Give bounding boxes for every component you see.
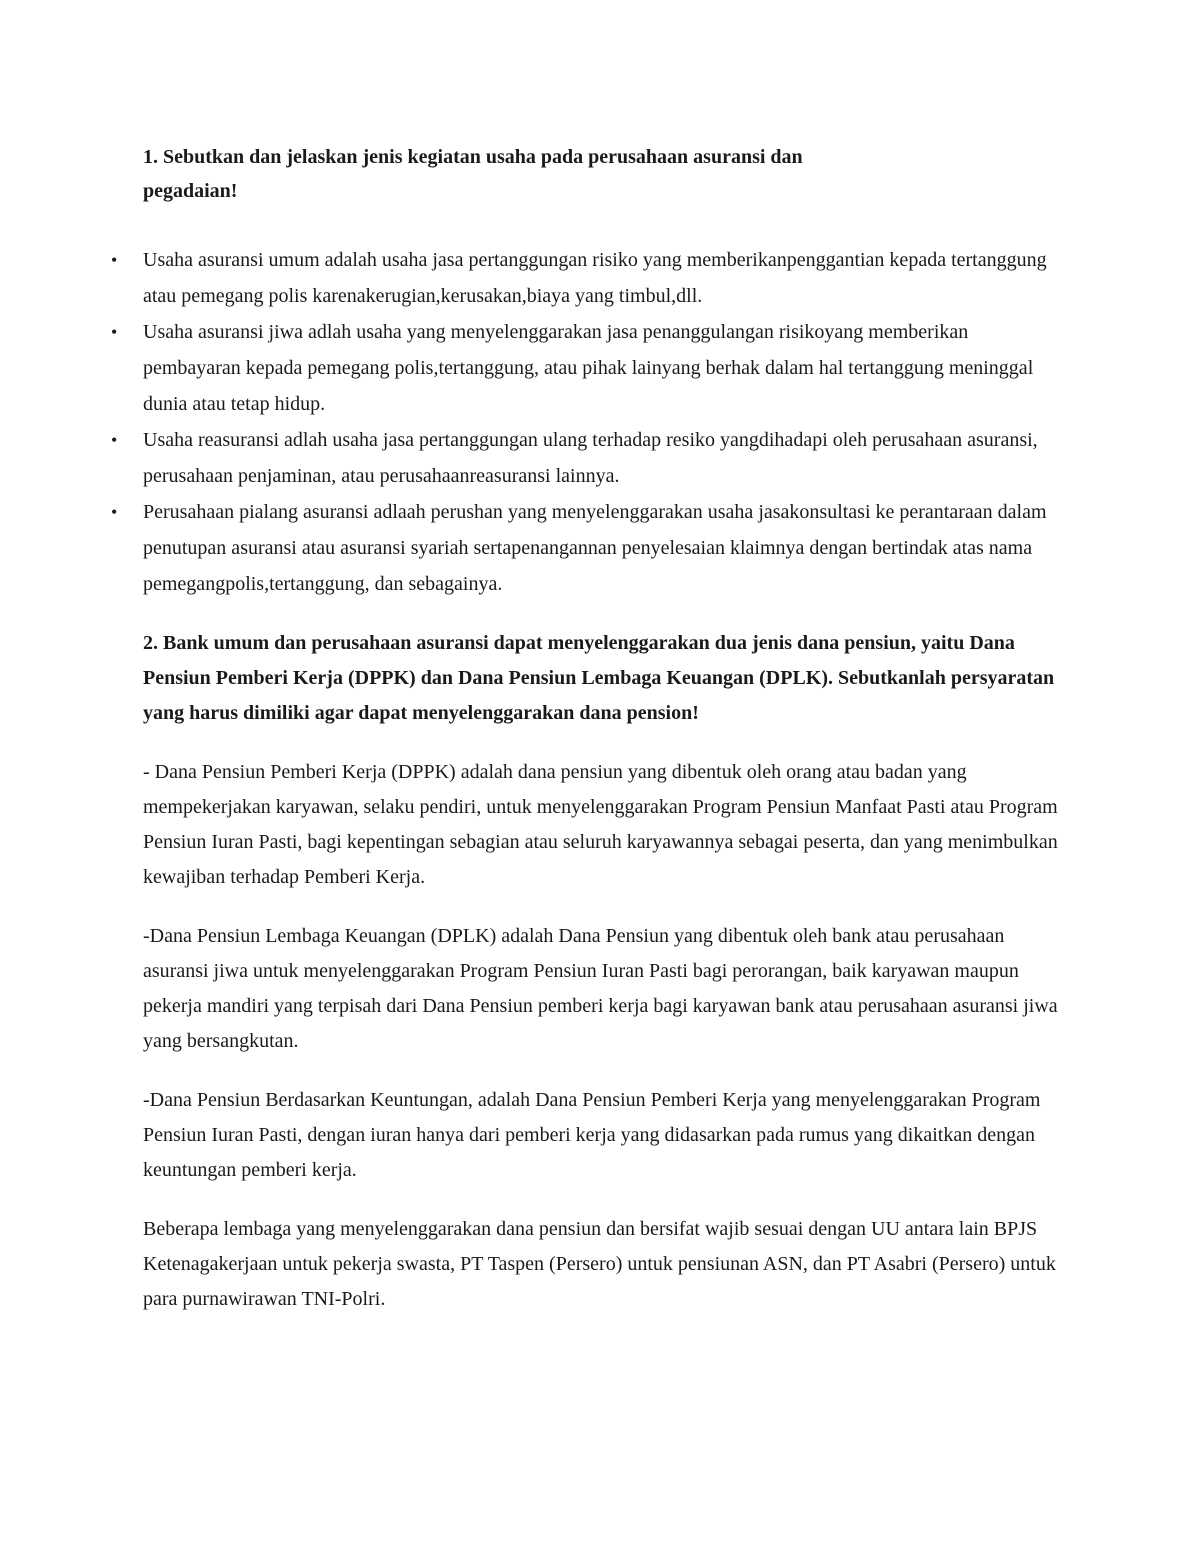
list-item-text: Usaha asuransi jiwa adlah usaha yang menyelenggarakan jasa penanggulangan risikoyang memberikan pembayaran kepada pemegang polis,tertanggung, atau pihak lainyang berhak dalam hal tertanggung meninggal dunia atau tetap hidup. xyxy=(143,321,1034,415)
list-item-text: Usaha asuransi umum adalah usaha jasa pertanggungan risiko yang memberikanpenggantian kepada tertanggung atau pemegang polis karenakerugian,kerusakan,biaya yang timbul,dll. xyxy=(143,249,1047,307)
bullet-icon: • xyxy=(111,430,118,450)
dplk-paragraph: -Dana Pensiun Lembaga Keuangan (DPLK) adalah Dana Pensiun yang dibentuk oleh bank atau perusahaan asuransi jiwa untuk menyelenggarakan Program Pensiun Iuran Pasti bagi perorangan, baik karyawan maupun pekerja mandiri yang terpisah dari Dana Pensiun pemberi kerja bagi karyawan bank atau perusahaan asuransi jiwa yang bersangkutan. xyxy=(143,925,1058,1052)
list-item-text: Usaha reasuransi adlah usaha jasa pertanggungan ulang terhadap resiko yangdihadapi oleh perusahaan asuransi, perusahaan penjaminan, atau perusahaanreasuransi lainnya. xyxy=(143,429,1038,487)
bullet-icon: • xyxy=(111,250,118,270)
bullet-icon: • xyxy=(111,502,118,522)
bullet-icon: • xyxy=(111,322,118,342)
list-item xyxy=(111,242,1068,314)
list-item xyxy=(111,422,1068,494)
question-1-answer-list xyxy=(111,242,1068,602)
profit-based-pension-paragraph: -Dana Pensiun Berdasarkan Keuntungan, adalah Dana Pensiun Pemberi Kerja yang menyelenggarakan Program Pensiun Iuran Pasti, dengan iuran hanya dari pemberi kerja yang didasarkan pada rumus yang dikaitkan dengan keuntungan pemberi kerja. xyxy=(143,1089,1041,1181)
list-item-text: Perusahaan pialang asuransi adlaah perushan yang menyelenggarakan usaha jasakonsultasi ke perantaraan dalam penutupan asuransi atau asuransi syariah sertapenangannan penyelesaian klaimnya dengan bertindak atas nama pemegangpolis,tertanggung, dan sebagainya. xyxy=(143,501,1047,595)
list-item xyxy=(111,494,1068,602)
document-body xyxy=(111,140,1068,1317)
question-1-heading: 1. Sebutkan dan jelaskan jenis kegiatan usaha pada perusahaan asuransi dan pegadaian! xyxy=(143,146,803,202)
dppk-paragraph: - Dana Pensiun Pemberi Kerja (DPPK) adalah dana pensiun yang dibentuk oleh orang atau badan yang mempekerjakan karyawan, selaku pendiri, untuk menyelenggarakan Program Pensiun Manfaat Pasti atau Program Pensiun Iuran Pasti, bagi kepentingan sebagian atau seluruh karyawannya sebagai peserta, dan yang menimbulkan kewajiban terhadap Pemberi Kerja. xyxy=(143,761,1058,888)
question-2-heading: 2. Bank umum dan perusahaan asuransi dapat menyelenggarakan dua jenis dana pensiun, yaitu Dana Pensiun Pemberi Kerja (DPPK) dan Dana Pensiun Lembaga Keuangan (DPLK). Sebutkanlah persyaratan yang harus dimiliki agar dapat menyelenggarakan dana pension! xyxy=(143,632,1055,724)
mandatory-institutions-paragraph: Beberapa lembaga yang menyelenggarakan dana pensiun dan bersifat wajib sesuai dengan UU antara lain BPJS Ketenagakerjaan untuk pekerja swasta, PT Taspen (Persero) untuk pensiunan ASN, dan PT Asabri (Persero) untuk para purnawirawan TNI-Polri. xyxy=(143,1218,1056,1310)
list-item xyxy=(111,314,1068,422)
